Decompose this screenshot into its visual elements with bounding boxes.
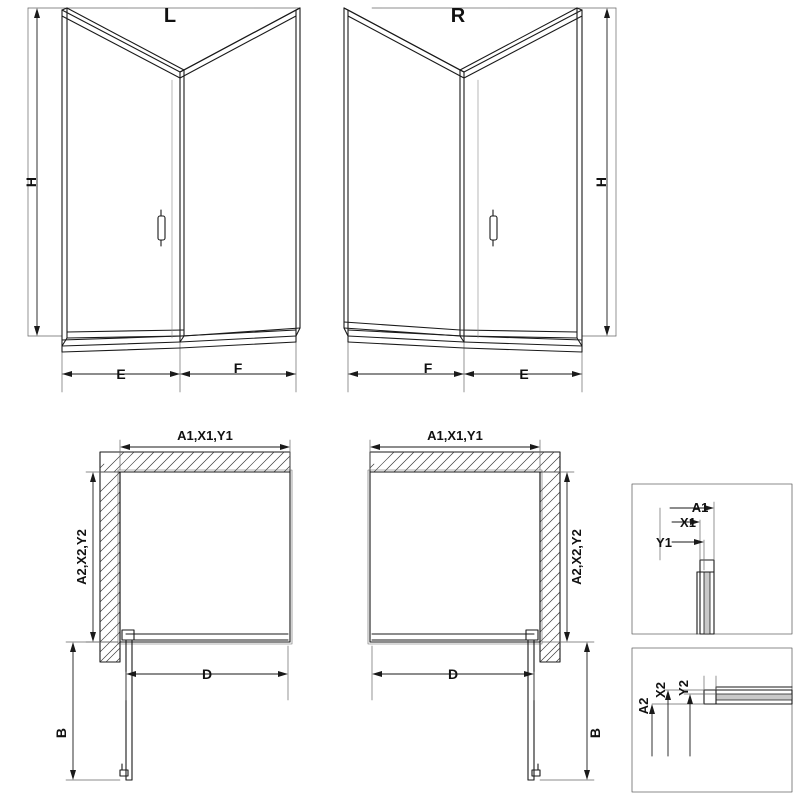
plan-view-left [66,440,292,780]
dim-label-d-left: D [201,666,213,682]
detail-bottom [632,648,792,792]
detail-label-a1: A1 [691,500,709,515]
label-variant-right: R [450,5,466,27]
plan-view-right [368,440,594,780]
door-swing-right [528,640,540,780]
dim-label-h-left: H [23,176,39,188]
dim-label-a1x1y1-left: A1,X1,Y1 [177,428,233,443]
door-handle-icon [158,210,165,246]
wall-hatch-left [100,472,120,662]
dim-label-a2x2y2-left: A2,X2,Y2 [74,529,89,585]
wall-hatch-top-right [370,452,560,472]
detail-top [632,484,792,634]
dim-label-e-right: E [519,366,529,382]
dim-label-d-right: D [447,666,459,682]
wall-hatch-top [100,452,290,472]
label-variant-left: L [163,5,177,27]
iso-view-left [28,8,300,392]
door-handle-icon-right [490,210,497,246]
detail-label-a2: A2 [636,697,651,715]
dim-label-e-left: E [116,366,126,382]
detail-label-x2: X2 [653,682,668,698]
dim-label-f-right: F [423,360,433,376]
dim-label-b-left: B [53,727,69,739]
dim-label-h-right: H [593,176,609,188]
detail-label-y2: Y2 [676,680,691,696]
dim-label-b-right: B [587,727,603,739]
dim-label-a1x1y1-right: A1,X1,Y1 [427,428,483,443]
wall-hatch-right [540,472,560,662]
detail-label-y1: Y1 [656,535,672,550]
dim-label-a2x2y2-right: A2,X2,Y2 [569,529,584,585]
iso-view-right [344,8,616,392]
dim-label-f-left: F [233,360,243,376]
door-swing-left [120,640,132,780]
detail-label-x1: X1 [680,515,696,530]
